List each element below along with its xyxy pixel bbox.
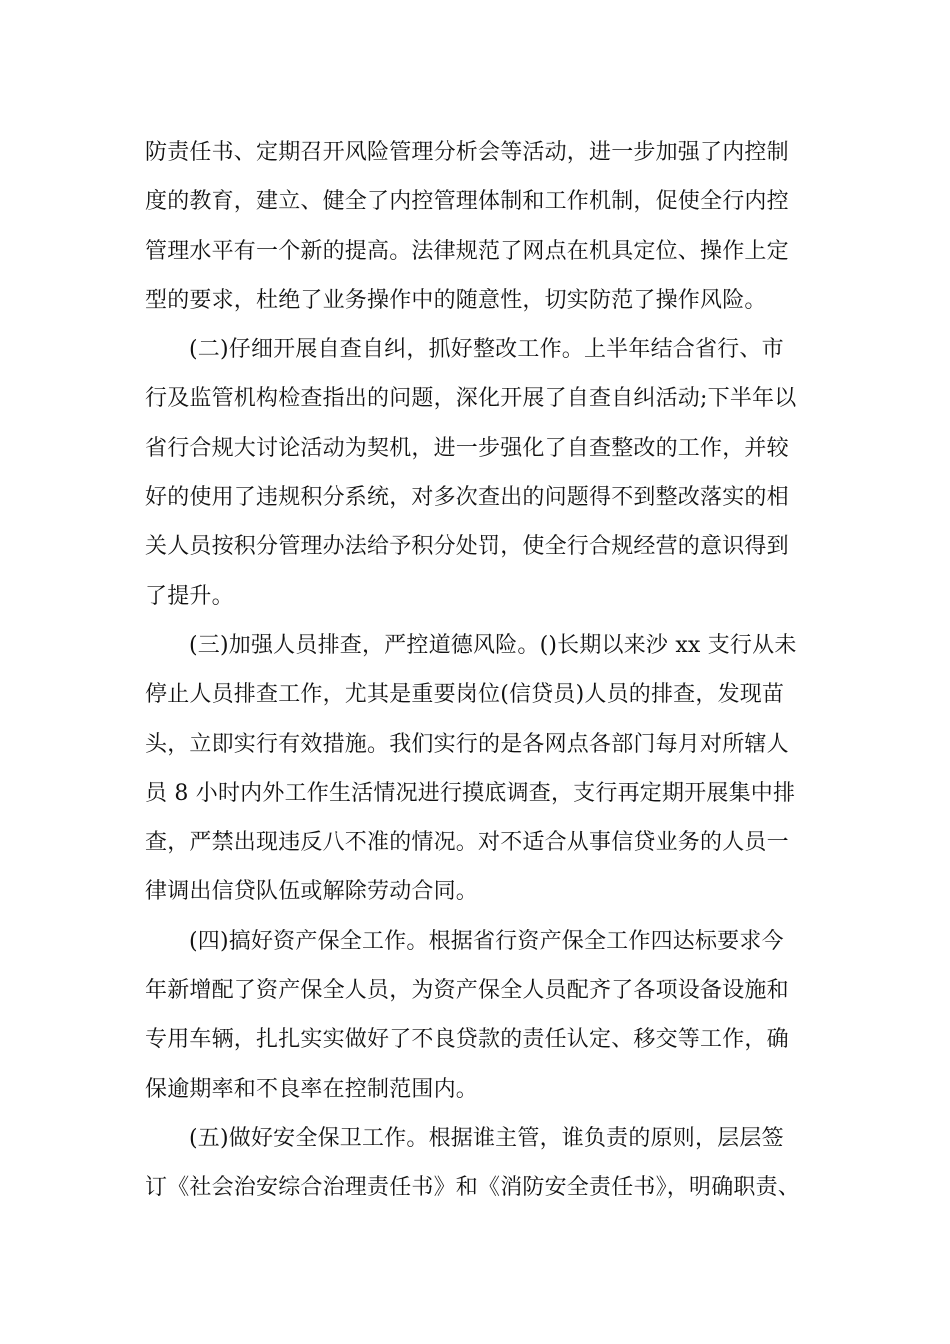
text-line: 律调出信贷队伍或解除劳动合同。 bbox=[145, 879, 479, 905]
text-line: 员 8 小时内外工作生活情况进行摸底调查，支行再定期开展集中排 bbox=[145, 780, 796, 806]
text-line: 头，立即实行有效措施。我们实行的是各网点各部门每月对所辖人 bbox=[145, 731, 789, 757]
text-line: 度的教育，建立、健全了内控管理体制和工作机制，促使全行内控 bbox=[145, 189, 789, 215]
text-line: 好的使用了违规积分系统，对多次查出的问题得不到整改落实的相 bbox=[145, 485, 789, 511]
text-line: 订《社会治安综合治理责任书》和《消防安全责任书》，明确职责、 bbox=[145, 1175, 801, 1201]
text-line: 专用车辆，扎扎实实做好了不良贷款的责任认定、移交等工作，确 bbox=[145, 1027, 789, 1053]
text-line: 了提升。 bbox=[145, 583, 234, 609]
document-body bbox=[145, 128, 815, 1213]
text-line: 关人员按积分管理办法给予积分处罚，使全行合规经营的意识得到 bbox=[145, 534, 789, 560]
paragraph-start-line: (五)做好安全保卫工作。根据谁主管，谁负责的原则，层层签 bbox=[189, 1125, 784, 1151]
text-line: 行及监管机构检查指出的问题，深化开展了自查自纠活动;下半年以 bbox=[145, 386, 797, 412]
text-line: 保逾期率和不良率在控制范围内。 bbox=[145, 1076, 479, 1102]
text-line: 型的要求，杜绝了业务操作中的随意性，切实防范了操作风险。 bbox=[145, 287, 767, 313]
paragraph-start-line: (二)仔细开展自查自纠，抓好整改工作。上半年结合省行、市 bbox=[189, 337, 784, 363]
text-line: 管理水平有一个新的提高。法律规范了网点在机具定位、操作上定 bbox=[145, 238, 789, 264]
text-line: 年新增配了资产保全人员，为资产保全人员配齐了各项设备设施和 bbox=[145, 978, 789, 1004]
text-line: 停止人员排查工作，尤其是重要岗位(信贷员)人员的排查，发现苗 bbox=[145, 682, 785, 708]
text-line: 查，严禁出现违反八不准的情况。对不适合从事信贷业务的人员一 bbox=[145, 830, 789, 856]
text-line: 防责任书、定期召开风险管理分析会等活动，进一步加强了内控制 bbox=[145, 140, 789, 165]
paragraph-start-line: (四)搞好资产保全工作。根据省行资产保全工作四达标要求今 bbox=[189, 928, 784, 954]
text-line: 省行合规大讨论活动为契机，进一步强化了自查整改的工作，并较 bbox=[145, 435, 789, 461]
paragraph-start-line: (三)加强人员排查，严控道德风险。()长期以来沙 xx 支行从未 bbox=[189, 632, 797, 658]
